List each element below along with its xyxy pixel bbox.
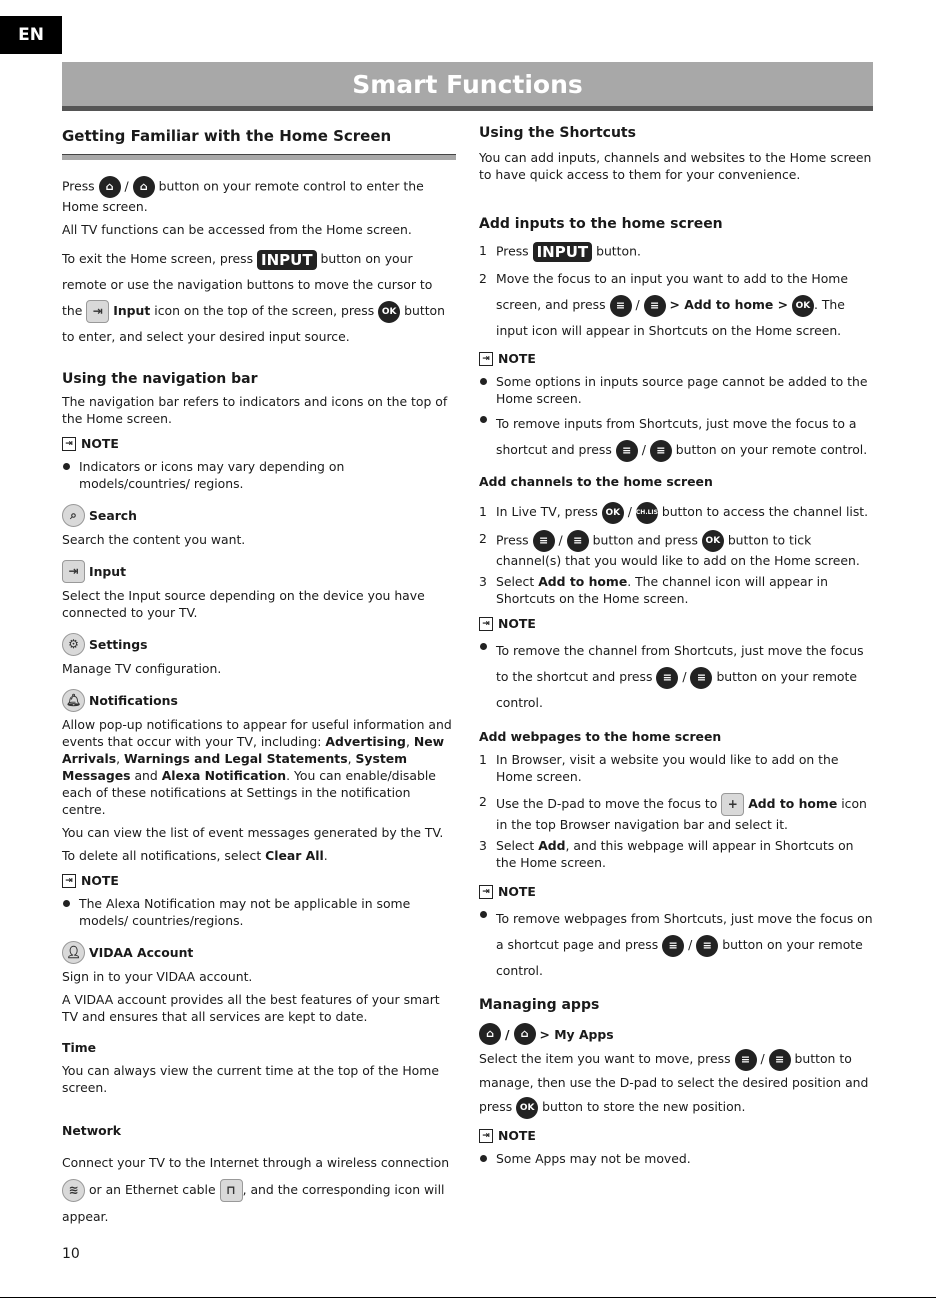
- slash: /: [505, 1026, 510, 1042]
- page-number: 10: [62, 1246, 80, 1262]
- user-icon: 👤︎: [62, 941, 85, 964]
- time-paragraph: You can always view the current time at the top of the Home screen.: [62, 1063, 439, 1095]
- text: button on your remote control to enter the Home screen.: [62, 178, 424, 214]
- menu-icon: ≡: [610, 295, 632, 317]
- notifications-title: Notifications: [89, 693, 178, 708]
- web-step-3: [479, 837, 874, 871]
- shortcuts-paragraph: You can add inputs, channels and websites to the Home screen to have quick access to them for your convenience.: [479, 150, 872, 182]
- bold-term: New Arrivals: [62, 734, 445, 766]
- text: icon in the top Browser navigation bar and select it.: [496, 796, 867, 832]
- gear-icon: ⚙: [62, 633, 85, 656]
- text: , and this webpage will appear in Shortcuts on the Home screen.: [496, 838, 854, 870]
- add-inputs-title: Add inputs to the home screen: [479, 216, 723, 232]
- nav-note-bullet: Indicators or icons may vary depending on models/countries/ regions.: [62, 458, 456, 492]
- text: button on your remote control.: [496, 937, 863, 978]
- slash: /: [627, 504, 632, 519]
- bold-term: Advertising: [325, 734, 406, 749]
- title-rule: [62, 154, 456, 160]
- menu-icon: ≡: [567, 530, 589, 552]
- bold-term: > Add to home >: [669, 297, 788, 312]
- bold-term: Alexa Notification: [161, 768, 287, 783]
- text: To remove inputs from Shortcuts, just move the focus to a shortcut and press: [496, 416, 857, 457]
- text: button on your remote or use the navigation buttons to move the cursor to the: [62, 251, 433, 318]
- channels-step-3: [479, 573, 874, 607]
- network-title: Network: [62, 1123, 122, 1138]
- step-number: 2: [479, 271, 487, 286]
- note-heading: [62, 872, 456, 889]
- step-number: 1: [479, 504, 487, 519]
- note-icon: ⇥: [479, 617, 493, 631]
- bold-term: Add to home: [538, 574, 628, 589]
- vidaa-title: VIDAA Account: [89, 945, 194, 960]
- note-label: NOTE: [81, 873, 119, 888]
- slash: /: [635, 297, 640, 312]
- bell-icon: 🔔︎: [62, 689, 85, 712]
- text: Allow pop-up notifications to appear for useful information and events that occur with your TV, including:: [62, 717, 452, 749]
- bold-term: Warnings and Legal Statements: [124, 751, 348, 766]
- home-screen-title: Getting Familiar with the Home Screen: [62, 127, 392, 145]
- apps-path: [479, 1023, 874, 1045]
- home-paragraph-1: [62, 176, 456, 215]
- note-label: NOTE: [498, 616, 536, 631]
- channels-step-2: [479, 530, 874, 569]
- text: . The channel icon will appear in Shortcuts on the Home screen.: [496, 574, 828, 606]
- channels-step-1: [479, 500, 874, 524]
- slash: /: [641, 442, 646, 457]
- note-heading: [62, 435, 456, 452]
- search-icon: ⌕: [62, 504, 85, 527]
- channels-note-bullet: [479, 638, 874, 716]
- notifications-paragraph-2: You can view the list of event messages generated by the TV.: [62, 825, 444, 840]
- text: In Live TV, press: [496, 504, 598, 519]
- bold-term: Add to home: [748, 796, 838, 811]
- ethernet-icon: ⊓: [220, 1179, 243, 1202]
- apps-path-label: > My Apps: [539, 1026, 614, 1042]
- note-icon: ⇥: [479, 885, 493, 899]
- note-label: NOTE: [498, 351, 536, 366]
- search-title: Search: [89, 508, 137, 523]
- nav-bar-title: Using the navigation bar: [62, 371, 258, 387]
- text: Press: [496, 243, 529, 259]
- text: Move the focus to an input you want to add to the Home screen, and press: [496, 271, 848, 312]
- notifications-note-bullet: The Alexa Notification may not be applicable in some models/ countries/regions.: [62, 895, 456, 929]
- home-paragraph-3: [62, 246, 456, 350]
- bold-term: System Messages: [62, 751, 408, 783]
- step-number: 3: [479, 838, 487, 853]
- text: , and the corresponding icon will appear.: [62, 1182, 445, 1224]
- slash: /: [760, 1051, 765, 1066]
- home-icon: ⌂: [514, 1023, 536, 1045]
- text: To exit the Home screen, press: [62, 251, 254, 266]
- input-key-icon: INPUT: [533, 242, 593, 262]
- web-step-1: [479, 751, 874, 785]
- note-label: NOTE: [498, 1128, 536, 1143]
- vidaa-paragraph-1: Sign in to your VIDAA account.: [62, 969, 253, 984]
- slash: /: [682, 669, 687, 684]
- step-number: 2: [479, 794, 487, 809]
- settings-paragraph: Manage TV configuration.: [62, 661, 222, 676]
- nav-bar-paragraph: The navigation bar refers to indicators and icons on the top of the Home screen.: [62, 394, 448, 426]
- text: Select: [496, 838, 535, 853]
- text: In Browser, visit a website you would like to add on the Home screen.: [496, 752, 839, 784]
- note-label: NOTE: [81, 436, 119, 451]
- text: or an Ethernet cable: [88, 1182, 216, 1197]
- input-icon: ⇥: [86, 300, 109, 323]
- menu-icon: ≡: [616, 440, 638, 462]
- note-icon: ⇥: [479, 352, 493, 366]
- bold-term: Add: [538, 838, 566, 853]
- text: To remove the channel from Shortcuts, just move the focus to the shortcut and press: [496, 643, 864, 684]
- home-paragraph-2: All TV functions can be accessed from the Home screen.: [62, 222, 412, 237]
- step-number: 1: [479, 243, 487, 258]
- input-icon: ⇥: [62, 560, 85, 583]
- home-icon: ⌂: [479, 1023, 501, 1045]
- note-icon: ⇥: [479, 1129, 493, 1143]
- banner-underline: [62, 106, 873, 111]
- wifi-icon: ≋: [62, 1179, 85, 1202]
- ok-key-icon: OK: [792, 295, 814, 317]
- ok-key-icon: OK: [516, 1097, 538, 1119]
- step-number: 2: [479, 531, 487, 546]
- web-step-2: [479, 793, 874, 833]
- menu-icon: ≡: [769, 1049, 791, 1071]
- note-icon: ⇥: [62, 437, 76, 451]
- ok-key-icon: OK: [602, 502, 624, 524]
- text: and: [134, 768, 158, 783]
- ok-key-icon: OK: [702, 530, 724, 552]
- step-number: 1: [479, 752, 487, 767]
- text: To delete all notifications, select: [62, 848, 262, 863]
- input-paragraph: Select the Input source depending on the device you have connected to your TV.: [62, 588, 425, 620]
- text: button.: [596, 243, 641, 259]
- note-icon: ⇥: [62, 874, 76, 888]
- time-title: Time: [62, 1040, 97, 1055]
- note-heading: [479, 350, 874, 367]
- notifications-paragraph-3: To delete all notifications, select Clear All.: [62, 848, 328, 863]
- home-icon: ⌂: [133, 176, 155, 198]
- menu-icon: ≡: [690, 667, 712, 689]
- shortcuts-title: Using the Shortcuts: [479, 125, 636, 141]
- text: button to manage, then use the D-pad to select the desired position and press: [479, 1051, 869, 1114]
- right-column: [479, 124, 874, 1167]
- settings-title: Settings: [89, 637, 148, 652]
- step-number: 3: [479, 574, 487, 589]
- text: Use the D-pad to move the focus to: [496, 796, 718, 811]
- left-column: [62, 124, 456, 1230]
- add-channels-title: Add channels to the home screen: [479, 474, 713, 489]
- vidaa-heading: [62, 941, 456, 964]
- managing-apps-title: Managing apps: [479, 997, 600, 1013]
- inputs-note-bullet-2: [479, 411, 874, 463]
- slash: /: [688, 937, 693, 952]
- bold-term: Clear All: [265, 848, 324, 863]
- text: button to access the channel list.: [661, 504, 869, 519]
- menu-icon: ≡: [533, 530, 555, 552]
- home-icon: ⌂: [99, 176, 121, 198]
- text: Press: [496, 532, 529, 548]
- note-heading: [479, 883, 874, 900]
- add-webpages-title: Add webpages to the home screen: [479, 729, 722, 744]
- input-label: Input: [113, 303, 151, 318]
- inputs-step-2: [479, 266, 874, 344]
- menu-icon: ≡: [696, 935, 718, 957]
- bottom-rule: [0, 1297, 936, 1298]
- section-banner: Smart Functions: [62, 62, 873, 106]
- notifications-paragraph-1: Allow pop-up notifications to appear for useful information and events that occur with your TV, including: Advertising, New Arrivals, Warnings and Legal Statements, System Messages and Alexa Notification. You can enable/disable each of these notifications at Settings in the notification centre.: [62, 717, 452, 817]
- vidaa-paragraph-2: A VIDAA account provides all the best features of your smart TV and ensures that all services are kept to date.: [62, 992, 440, 1024]
- inputs-note-bullet-1: Some options in inputs source page cannot be added to the Home screen.: [479, 373, 874, 407]
- add-to-home-icon: +: [721, 793, 744, 816]
- text: Select: [496, 574, 535, 589]
- search-paragraph: Search the content you want.: [62, 532, 246, 547]
- text: Connect your TV to the Internet through a wireless connection: [62, 1155, 450, 1170]
- network-paragraph: [62, 1149, 456, 1230]
- web-note-bullet: [479, 906, 874, 984]
- inputs-step-1: [479, 242, 874, 262]
- slash: /: [124, 178, 129, 194]
- input-title: Input: [89, 564, 127, 579]
- language-tab: EN: [0, 16, 62, 54]
- text: icon on the top of the screen, press: [154, 303, 375, 318]
- search-heading: [62, 504, 456, 527]
- text: button on your remote control.: [496, 669, 857, 710]
- menu-icon: ≡: [735, 1049, 757, 1071]
- menu-icon: ≡: [644, 295, 666, 317]
- apps-paragraph: [479, 1047, 874, 1119]
- note-heading: [479, 1127, 874, 1144]
- apps-note-bullet: Some Apps may not be moved.: [479, 1150, 874, 1167]
- menu-icon: ≡: [656, 667, 678, 689]
- slash: /: [558, 532, 563, 548]
- channel-list-key-icon: CH.LIST: [636, 502, 658, 524]
- text: Press: [62, 178, 95, 194]
- text: button to store the new position.: [542, 1099, 746, 1114]
- text: button and press: [592, 532, 698, 548]
- ok-key-icon: OK: [378, 301, 400, 323]
- note-label: NOTE: [498, 884, 536, 899]
- menu-icon: ≡: [650, 440, 672, 462]
- text: . You can enable/disable each of these notifications at Settings in the notification centre.: [62, 768, 436, 817]
- note-heading: [479, 615, 874, 632]
- text: button to enter, and select your desired input source.: [62, 303, 445, 344]
- text: . The input icon will appear in Shortcuts on the Home screen.: [496, 297, 845, 338]
- notifications-heading: [62, 689, 456, 712]
- menu-icon: ≡: [662, 935, 684, 957]
- text: To remove webpages from Shortcuts, just move the focus on a shortcut page and press: [496, 911, 873, 952]
- text: button on your remote control.: [675, 442, 868, 457]
- settings-heading: [62, 633, 456, 656]
- input-key-icon: INPUT: [257, 250, 317, 270]
- text: button to tick channel(s) that you would like to add on the Home screen.: [496, 532, 860, 568]
- text: Select the item you want to move, press: [479, 1051, 731, 1066]
- input-heading: [62, 560, 456, 583]
